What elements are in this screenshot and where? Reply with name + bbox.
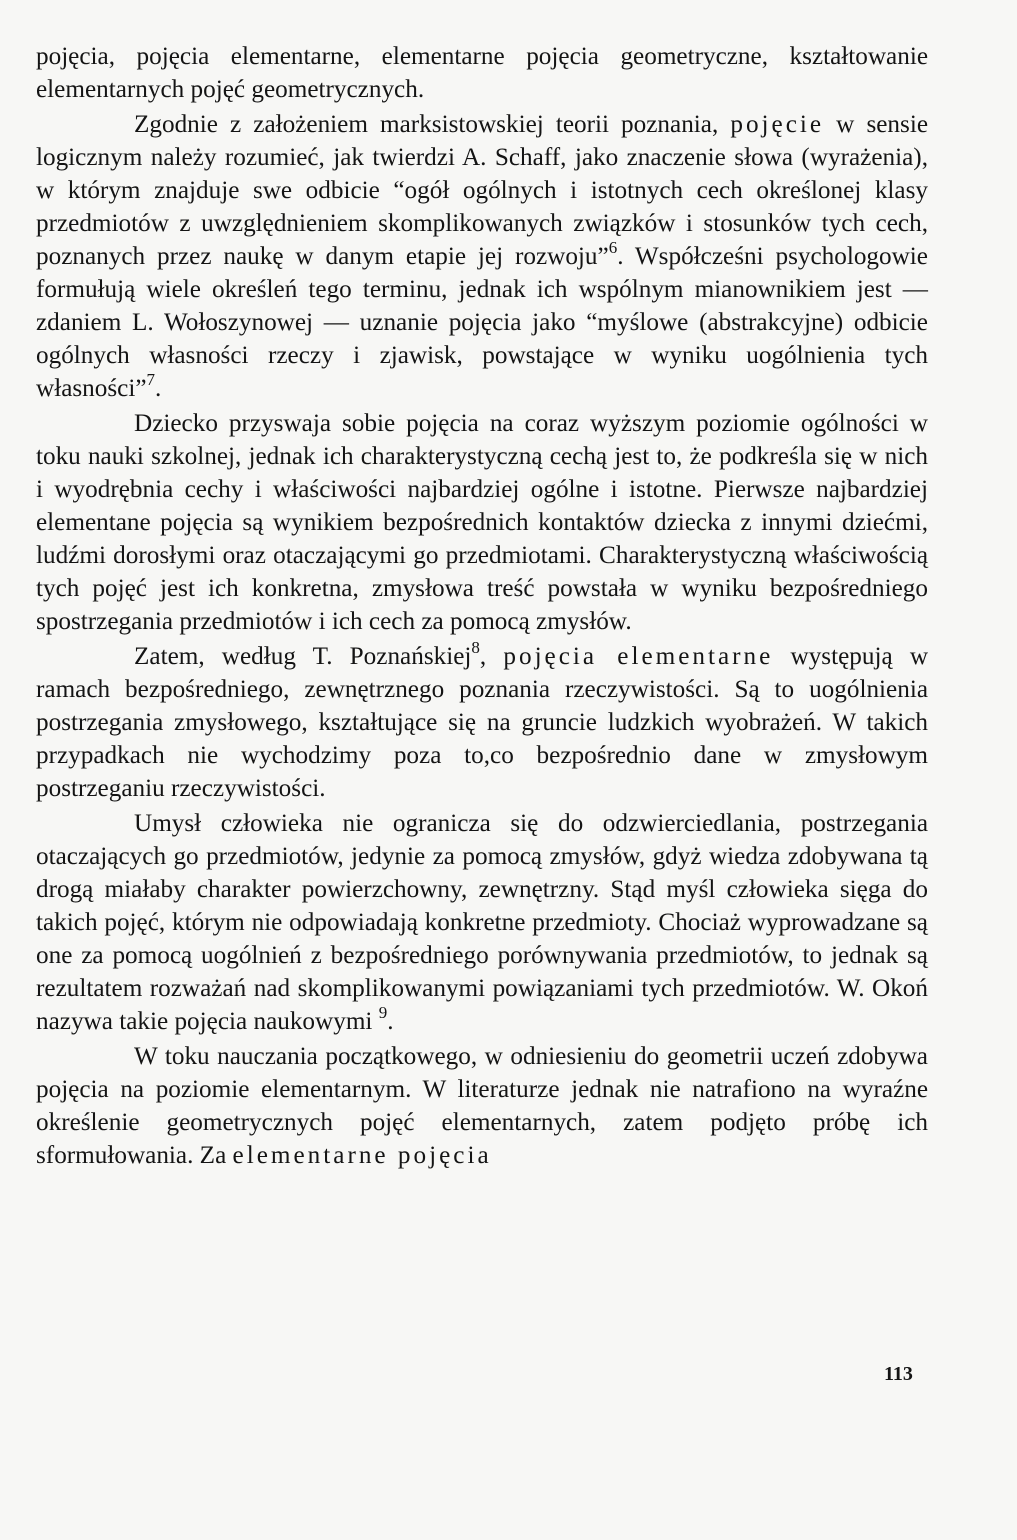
page-number: 113	[884, 1363, 913, 1385]
paragraph-text: ,	[479, 643, 504, 670]
footnote-ref-8: 8	[471, 638, 480, 657]
body-text	[36, 40, 928, 1172]
paragraph-5	[36, 807, 928, 1038]
paragraph-2	[36, 108, 928, 405]
paragraph-text: występują w ramach bezpośredniego, zewnętrznego poznania rzeczywistości. Są to uogólnienia postrzegania zmysłowego, kształtujące się na gruncie ludzkich wyobrażeń. W takich przypadkach nie wychodzimy poza to,co bezpośrednio dane w zmysłowym postrzeganiu rzeczywistości.	[36, 643, 929, 802]
paragraph-text: pojęcia, pojęcia elementarne, elementarne pojęcia geometryczne, kształtowanie elementarnych pojęć geometrycznych.	[36, 43, 928, 103]
paragraph-text: Zatem, według T. Poznańskiej	[134, 643, 472, 670]
paragraph-text: .	[387, 1008, 394, 1035]
paragraph-text: W toku nauczania początkowego, w odniesieniu do geometrii uczeń zdobywa pojęcia na poziomie elementarnym. W literaturze jednak nie natrafiono na wyraźne określenie geometrycznych pojęć elementarnych, zatem podjęto próbę ich sformułowania. Za	[36, 1043, 928, 1169]
paragraph-text: Umysł człowieka nie ogranicza się do odzwierciedlania, postrzegania otaczających go przedmiotów, jedynie za pomocą zmysłów, gdyż wiedza zdobywana tą drogą miałaby charakter powierzchowny, zewnętrzny. Stąd myśl człowieka sięga do takich pojęć, którym nie odpowiadają konkretne przedmioty. Chociaż wyprowadzane są one za pomocą uogólnień z bezpośredniego porównywania przedmiotów, to jednak są rezultatem rozważań nad skomplikowanymi powiązaniami tych przedmiotów. W. Okoń nazywa takie pojęcia naukowymi	[36, 810, 928, 1035]
paragraph-3	[36, 407, 928, 638]
footnote-ref-6: 6	[608, 238, 618, 257]
paragraph-6	[36, 1040, 928, 1172]
paragraph-text: .	[155, 375, 162, 402]
paragraph-text: . Współcześni psychologowie formułują wiele określeń tego terminu, jednak ich wspólnym mianownikiem jest — zdaniem L. Wołoszynowej — uznanie pojęcia jako “myślowe (abstrakcyjne) odbicie ogólnych własności rzeczy i zjawisk, powstające w wyniku uogólnienia tych własności”	[36, 243, 928, 402]
paragraph-4	[36, 640, 928, 805]
paragraph-1	[36, 40, 928, 106]
paragraph-text: Dziecko przyswaja sobie pojęcia na coraz wyższym poziomie ogólności w toku nauki szkolnej, jednak ich charakterystyczną cechą jest to, że podkreśla się w nich i wyodrębnia cechy i właściwości najbardziej ogólne i istotne. Pierwsze najbardziej elementane pojęcia są wynikiem bezpośrednich kontaktów dziecka z innymi dziećmi, ludźmi dorosłymi oraz otaczającymi go przedmiotami. Charakterystyczną właściwością tych pojęć jest ich konkretna, zmysłowa treść powstała w wyniku bezpośredniego spostrzegania przedmiotów i ich cech za pomocą zmysłów.	[36, 410, 928, 635]
paragraph-text: Zgodnie z założeniem marksistowskiej teorii poznania,	[134, 111, 731, 138]
footnote-ref-9: 9	[378, 1003, 388, 1022]
paragraph-text: w sensie logicznym należy rozumieć, jak twierdzi A. Schaff, jako znaczenie słowa (wyrażenia), w którym znajduje swe odbicie “ogół ogólnych i istotnych cech określonej klasy przedmiotów z uwzględnieniem skomplikowanych związków i stosunków tych cech, poznanych przez naukę w danym etapie jej rozwoju”	[36, 111, 929, 270]
spaced-term: elementarne pojęcia	[232, 1142, 492, 1169]
footnote-ref-7: 7	[146, 370, 156, 389]
spaced-term: pojęcia elementarne	[503, 643, 774, 670]
spaced-term: pojęcie	[730, 111, 825, 138]
